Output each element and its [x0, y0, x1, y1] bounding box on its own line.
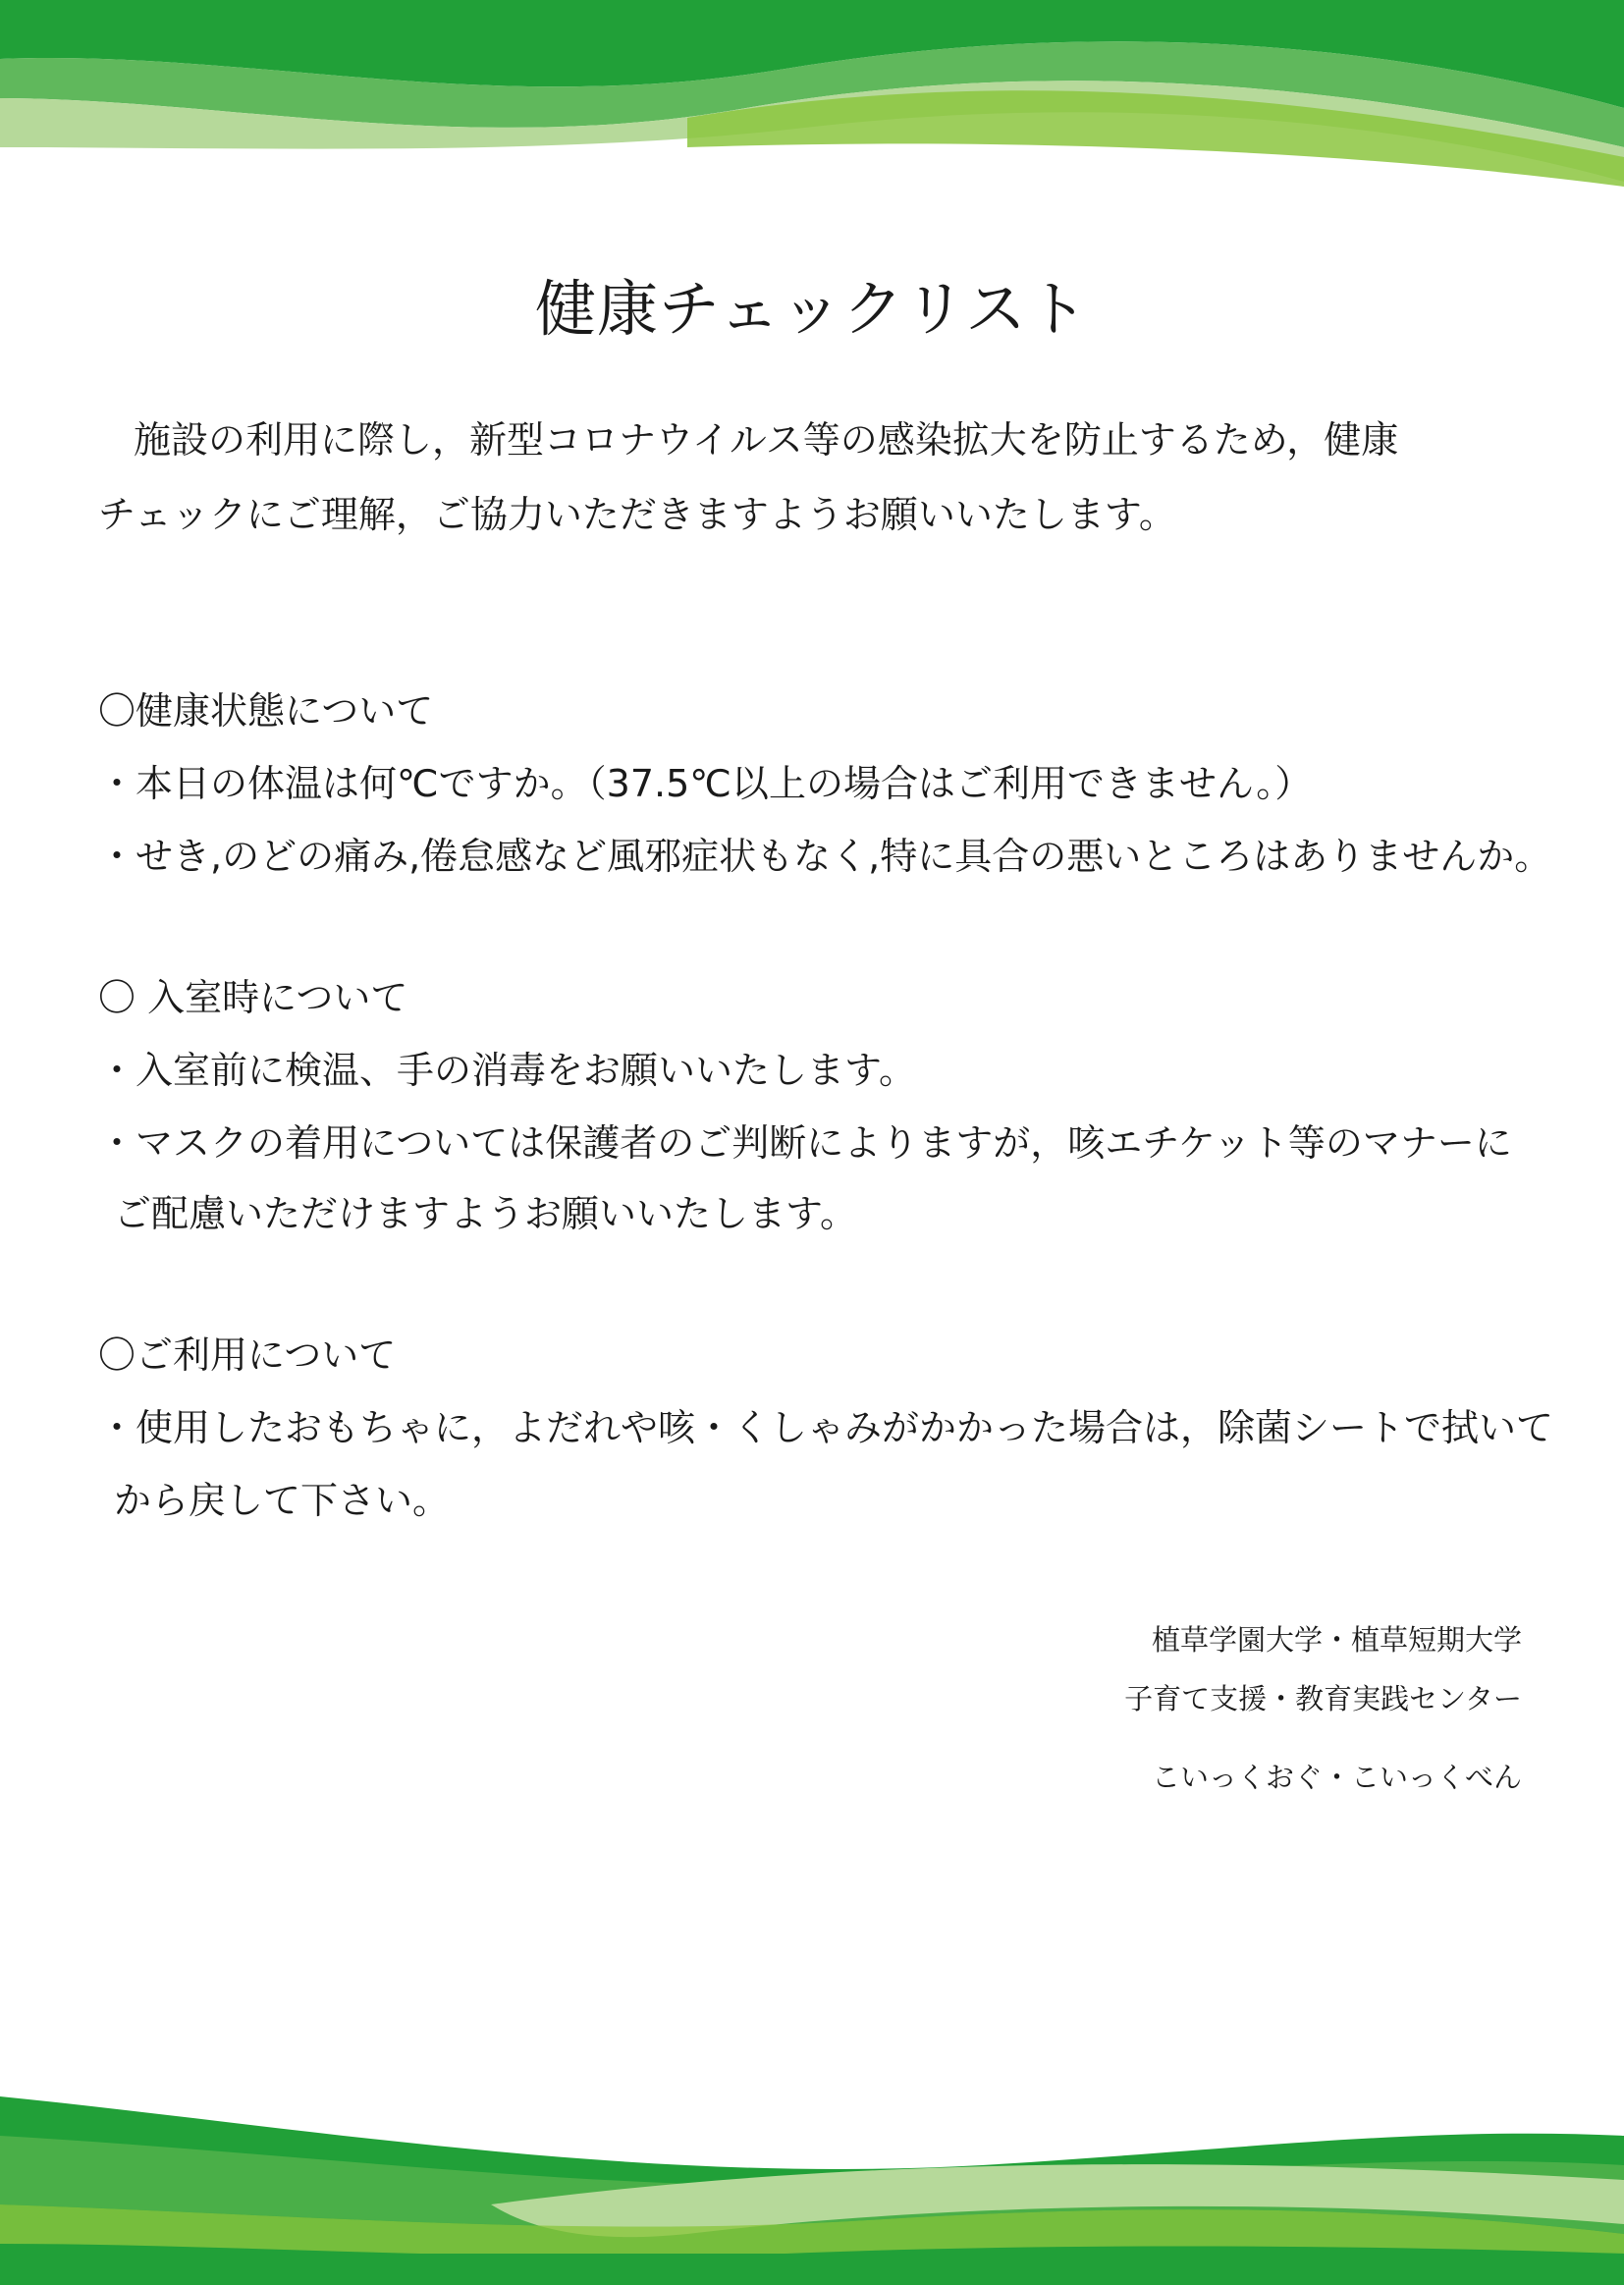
- section-heading-health: 〇健康状態について: [98, 689, 434, 733]
- top-wave-decoration: [0, 0, 1624, 196]
- footer-organization: 植草学園大学・植草短期大学: [1151, 1623, 1522, 1657]
- section-item: ・本日の体温は何℃ですか。（37.5℃以上の場合はご利用できません。）: [98, 762, 1313, 805]
- bottom-wave-decoration: [0, 2096, 1624, 2285]
- section-heading-entry: 〇 入室時について: [98, 976, 408, 1019]
- section-item-continuation: ご配慮いただけますようお願いいたします。: [114, 1192, 857, 1235]
- footer-facility: こいっくおぐ・こいっくべん: [1151, 1761, 1522, 1794]
- section-item: ・入室前に検温、手の消毒をお願いいたします。: [98, 1049, 916, 1092]
- section-item: ・せき,のどの痛み,倦怠感など風邪症状もなく,特に具合の悪いところはありませんか。: [98, 835, 1552, 878]
- footer-center: 子育て支援・教育実践センター: [1124, 1682, 1522, 1715]
- section-item: ・使用したおもちゃに，よだれや咳・くしゃみがかかった場合は，除菌シートで拭いて: [98, 1406, 1554, 1449]
- intro-line-1: 施設の利用に際し，新型コロナウイルス等の感染拡大を防止するため，健康: [134, 418, 1399, 462]
- intro-line-2: チェックにご理解，ご協力いただきますようお願いいたします。: [98, 493, 1176, 536]
- page-title: 健康チェックリスト: [535, 273, 1089, 345]
- section-item-continuation: から戻して下さい。: [114, 1479, 451, 1522]
- section-item: ・マスクの着用については保護者のご判断によりますが，咳エチケット等のマナーに: [98, 1121, 1512, 1165]
- section-heading-usage: 〇ご利用について: [98, 1333, 397, 1377]
